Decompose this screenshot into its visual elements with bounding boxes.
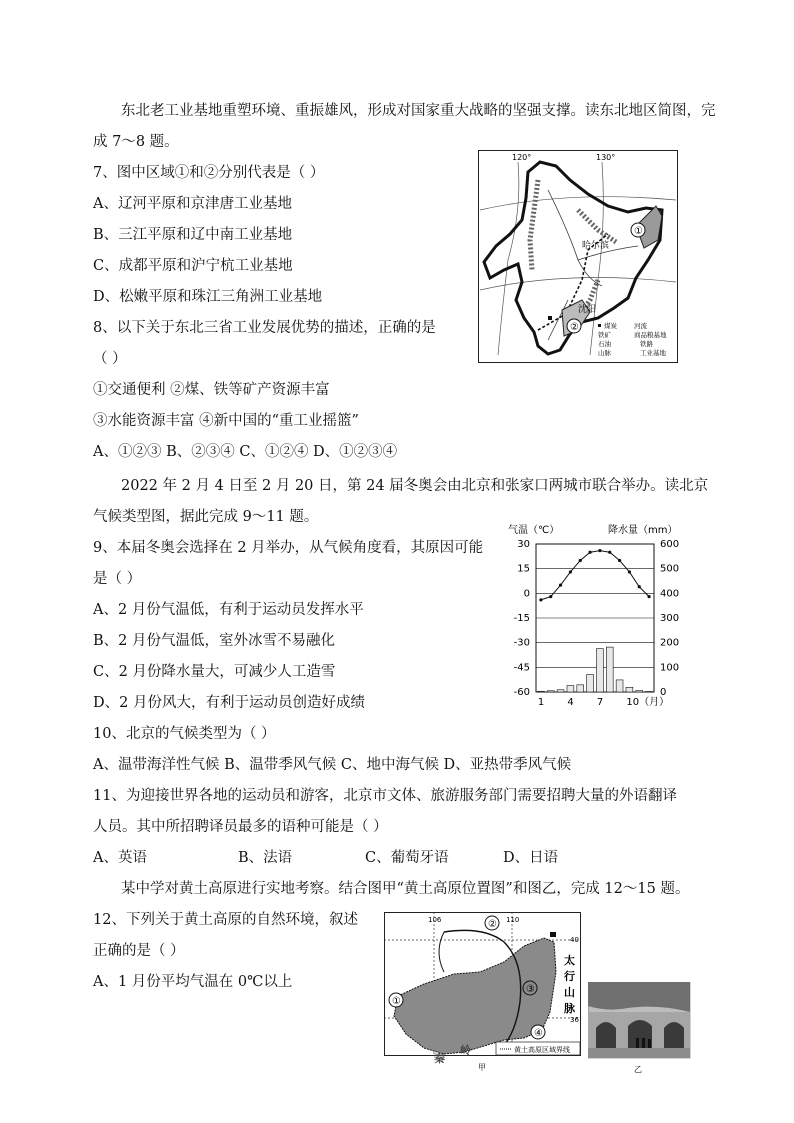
map1-lon-130: 130° [596, 153, 616, 162]
photo-caption: 乙 [634, 1065, 642, 1074]
q12-stem: 12、下列关于黄土高原的自然环境，叙述 [93, 912, 358, 928]
mountain-char-3: 山 [564, 986, 575, 999]
mountain-char-2: 行 [564, 970, 575, 983]
map2-circle-4: ④ [534, 1028, 543, 1039]
right-tick-label: 300 [660, 613, 680, 624]
q11-option-c: C、葡萄牙语 [365, 850, 449, 866]
q7-option-c: C、成都平原和沪宁杭工业基地 [93, 258, 293, 274]
temperature-point [569, 570, 572, 573]
legend-industrial-base: 工业基地 [640, 349, 666, 357]
precipitation-bar [547, 691, 554, 692]
intro-text-1b: 成 7～8 题。 [93, 134, 179, 150]
q9-option-c: C、2 月份降水量大，可减少人工造雪 [93, 664, 336, 680]
intro-text-2: 2022 年 2 月 4 日至 2 月 20 日，第 24 届冬奥会由北京和张家口两城市联合举办。读北京 [121, 478, 709, 494]
chart-ylabel-left: 气温（℃） [508, 525, 560, 536]
q11-stem: 11、为迎接世界各地的运动员和游客，北京市文体、旅游服务部门需要招聘大量的外语翻译 [93, 788, 677, 804]
q8-paren: （ ） [93, 351, 127, 367]
map2-circle-1: ① [392, 996, 401, 1007]
temperature-point [588, 551, 591, 554]
x-tick-label: 10（月） [626, 697, 670, 708]
x-tick-label: 7 [596, 697, 604, 708]
q11-option-d: D、日语 [503, 850, 559, 866]
city-shenyang: 沈阳 [578, 305, 597, 315]
qinling-char-1: 秦 [434, 1052, 445, 1065]
precipitation-bar [587, 674, 594, 692]
temperature-point [608, 551, 611, 554]
left-tick-label: 15 [517, 563, 530, 575]
right-tick-label: 0 [660, 687, 667, 698]
q7-stem: 7、图中区域①和②分别代表是（ ） [93, 165, 325, 181]
loess-plateau-map [384, 912, 586, 1072]
city-harbin: 哈尔滨 [582, 241, 610, 251]
q7-option-a: A、辽河平原和京津唐工业基地 [93, 196, 292, 212]
precipitation-bar [567, 686, 574, 692]
intro-text-3: 某中学对黄土高原进行实地考察。结合图甲“黄土高原位置图”和图乙，完成 12～15 题。 [121, 881, 690, 897]
precipitation-bar [577, 685, 584, 692]
right-tick-label: 500 [660, 563, 680, 575]
q11-option-b: B、法语 [238, 850, 293, 866]
left-tick-label: -15 [513, 613, 530, 624]
left-tick-label: 30 [517, 539, 530, 550]
legend-iron: 铁矿 [598, 331, 611, 339]
legend-coal: 煤炭 [604, 322, 617, 330]
map1-label-2: ② [570, 322, 579, 333]
temperature-point [549, 595, 552, 598]
precipitation-bar [636, 691, 643, 692]
q9-option-a: A、2 月份气温低，有利于运动员发挥水平 [93, 602, 364, 618]
q8-items-2: ③水能资源丰富 ④新中国的“重工业摇篮” [93, 413, 359, 429]
legend-grain-base: 商品粮基地 [634, 331, 667, 339]
map2-lat-40: 40 [570, 936, 579, 944]
q7-option-d: D、松嫩平原和珠江三角洲工业基地 [93, 289, 323, 305]
map2-lon-106: 106 [428, 916, 442, 924]
map2-legend: 黄土高原区域界线 [514, 1046, 570, 1054]
q9-option-b: B、2 月份气温低，室外冰雪不易融化 [93, 633, 335, 649]
right-tick-label: 400 [660, 588, 680, 600]
intro-text-2b: 气候类型图，据此完成 9～11 题。 [93, 509, 319, 525]
x-tick-label: 1 [537, 697, 545, 708]
q11-option-a: A、英语 [93, 850, 147, 866]
q9-option-d: D、2 月份风大，有利于运动员创造好成绩 [93, 695, 365, 711]
chart-ylabel-right: 降水量（mm） [608, 525, 678, 536]
precipitation-bar [538, 691, 545, 692]
map1-label-1: ① [634, 226, 643, 237]
temperature-point [638, 585, 641, 588]
left-tick-label: -45 [513, 662, 530, 674]
legend-mountain: 山脉 [598, 349, 611, 357]
legend-river: 河流 [634, 322, 647, 330]
mountain-char-1: 太 [564, 954, 575, 967]
mountain-char-4: 脉 [564, 1002, 575, 1015]
temperature-point [628, 570, 631, 573]
map1-lon-120: 120° [512, 153, 532, 162]
q9-stem-2: 是（ ） [93, 571, 142, 587]
temperature-point [539, 598, 542, 601]
intro-text-1: 东北老工业基地重塑环境、重振雄风，形成对国家重大战略的坚强支撑。读东北地区简图，完 [121, 103, 716, 119]
map2-lat-36: 36 [570, 1016, 579, 1024]
map2-circle-2: ② [488, 919, 497, 930]
left-tick-label: -30 [513, 637, 530, 649]
precipitation-bar [597, 649, 604, 692]
legend-railway: 铁路 [640, 340, 653, 348]
legend-oil: 石油 [598, 340, 611, 348]
q8-options: A、①②③ B、②③④ C、①②④ D、①②③④ [93, 444, 398, 460]
left-tick-label: -60 [513, 687, 530, 698]
q11-stem-2: 人员。其中所招聘译员最多的语种可能是（ ） [93, 819, 388, 835]
cave-dwelling-photo [588, 982, 692, 1074]
temperature-point [579, 559, 582, 562]
precipitation-bar [606, 647, 613, 692]
map2-caption: 甲 [478, 1063, 486, 1072]
northeast-china-map [478, 150, 678, 363]
temperature-point [598, 549, 601, 552]
x-tick-label: 4 [567, 697, 574, 708]
q8-items-1: ①交通便利 ②煤、铁等矿产资源丰富 [93, 382, 330, 398]
precipitation-bar [616, 680, 623, 692]
beijing-climate-chart [500, 520, 690, 710]
q8-stem: 8、以下关于东北三省工业发展优势的描述，正确的是 [93, 320, 436, 336]
right-tick-label: 200 [660, 637, 680, 649]
q7-option-b: B、三江平原和辽中南工业基地 [93, 227, 293, 243]
q12-option-a: A、1 月份平均气温在 0℃以上 [93, 974, 293, 990]
precipitation-bar [626, 687, 633, 692]
qinling-char-2: 岭 [460, 1044, 471, 1057]
map2-circle-3: ③ [526, 984, 535, 995]
q12-stem-2: 正确的是（ ） [93, 943, 185, 959]
q10-options: A、温带海洋性气候 B、温带季风气候 C、地中海气候 D、亚热带季风气候 [93, 757, 572, 773]
precipitation-bar [557, 690, 564, 692]
map2-lon-110: 110 [506, 916, 520, 924]
q9-stem: 9、本届冬奥会选择在 2 月举办，从气候角度看，其原因可能 [93, 540, 484, 556]
right-tick-label: 600 [660, 539, 680, 550]
temperature-point [559, 584, 562, 587]
temperature-point [647, 595, 650, 598]
right-tick-label: 100 [660, 662, 680, 674]
q10-stem: 10、北京的气候类型为（ ） [93, 726, 276, 742]
temperature-point [618, 559, 621, 562]
left-tick-label: 0 [523, 588, 530, 600]
